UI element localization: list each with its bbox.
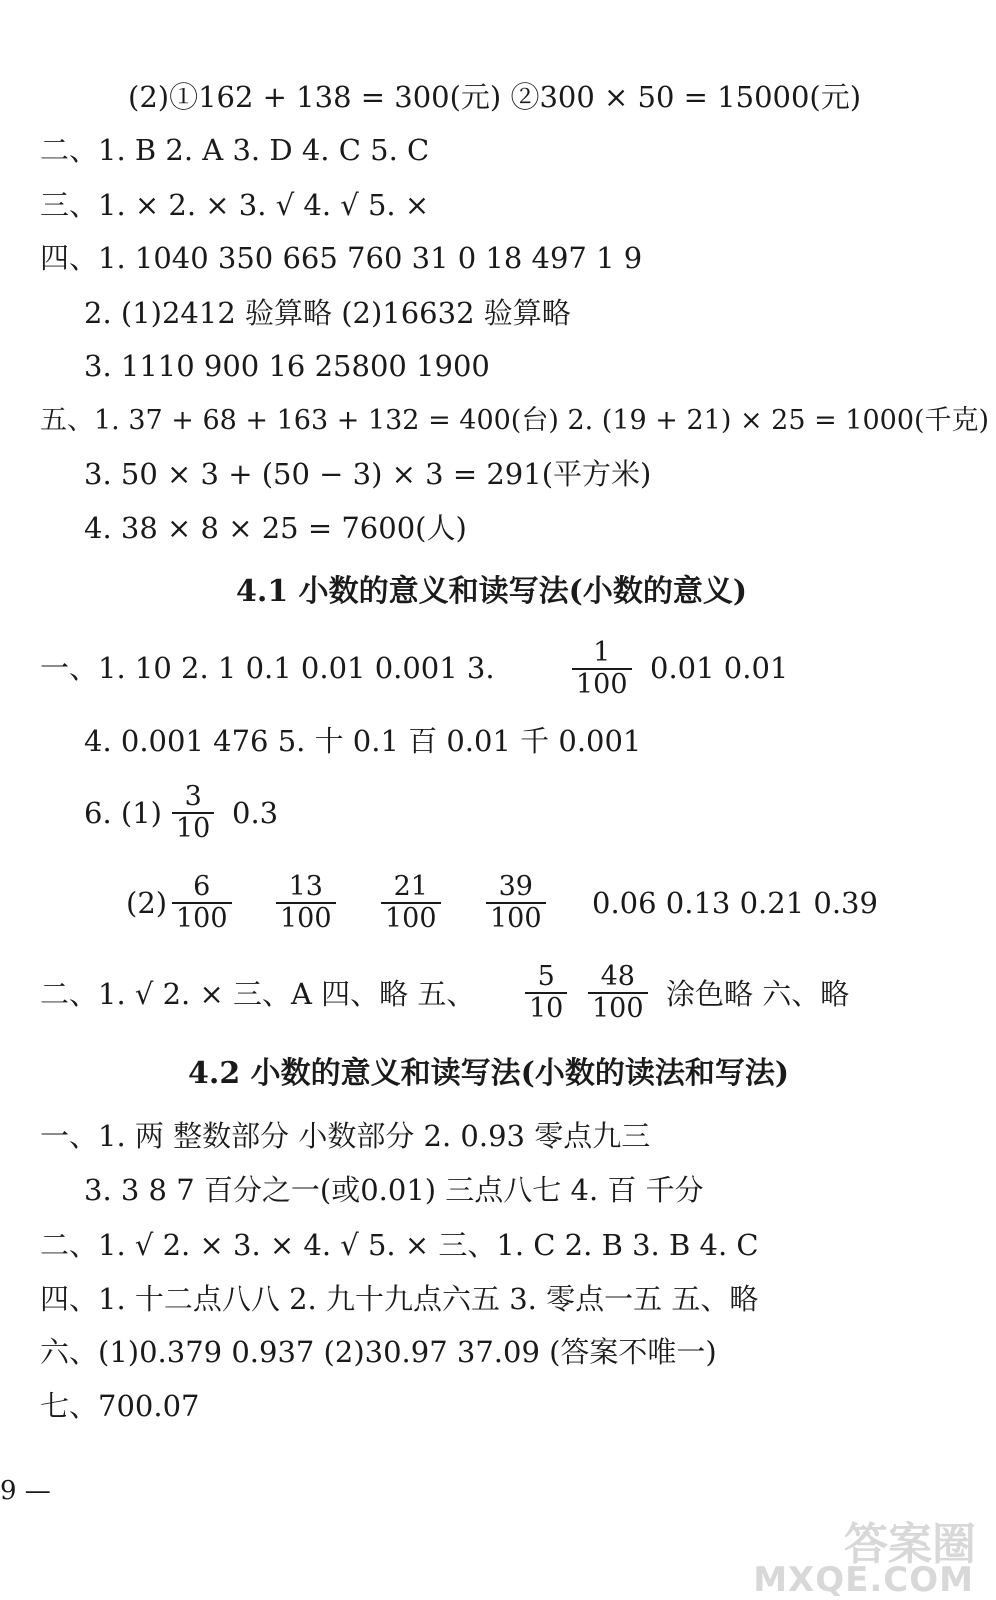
fraction-denominator: 100: [385, 903, 437, 934]
fraction-numerator: 3: [172, 782, 214, 814]
fraction-numerator: 1: [572, 638, 632, 670]
answer-line: (2)①162 + 138 = 300(元) ②300 × 50 = 15000(元): [128, 80, 862, 114]
fraction: [172, 782, 214, 844]
answer-line: 3. 1110 900 16 25800 1900: [84, 349, 490, 383]
fraction: [525, 962, 567, 1024]
answer-line: 3. 3 8 7 百分之一(或0.01) 三点八七 4. 百 千分: [84, 1173, 704, 1207]
answer-line: 0.01 0.01: [650, 651, 789, 685]
fraction: [572, 638, 632, 700]
answer-line: 4. 38 × 8 × 25 = 7600(人): [84, 511, 467, 545]
section-heading: 4.2 小数的意义和读写法(小数的读法和写法): [188, 1056, 790, 1091]
fraction-denominator: 100: [576, 669, 628, 700]
watermark-url: MXQE.COM: [753, 1560, 974, 1600]
answer-line: 二、1. √ 2. × 三、A 四、略 五、: [40, 977, 476, 1011]
fraction-numerator: 5: [525, 962, 567, 994]
answer-line: 0.06 0.13 0.21 0.39: [592, 886, 878, 920]
answer-line: 3. 50 × 3 + (50 − 3) × 3 = 291(平方米): [84, 457, 652, 491]
fraction-numerator: 21: [381, 872, 441, 904]
fraction-denominator: 10: [176, 813, 211, 844]
fraction: [172, 872, 232, 934]
answer-line: 二、1. B 2. A 3. D 4. C 5. C: [40, 133, 430, 167]
fraction-denominator: 100: [592, 993, 644, 1024]
answer-line: 三、1. × 2. × 3. √ 4. √ 5. ×: [40, 188, 430, 222]
answer-line: 0.3: [232, 796, 279, 830]
watermark-logo: 答案圈: [844, 1519, 976, 1570]
answer-line: 涂色略 六、略: [666, 977, 850, 1011]
answer-line: 五、1. 37 + 68 + 163 + 132 = 400(台) 2. (19 + 21) × 25 = 1000(千克): [40, 405, 990, 436]
answer-line: 二、1. √ 2. × 3. × 4. √ 5. × 三、1. C 2. B 3. B 4. C: [40, 1228, 759, 1262]
fraction-numerator: 13: [276, 872, 336, 904]
fraction-denominator: 10: [529, 993, 564, 1024]
fraction-numerator: 39: [486, 872, 546, 904]
fraction-numerator: 48: [588, 962, 648, 994]
fraction: [486, 872, 546, 934]
fraction-denominator: 100: [280, 903, 332, 934]
section-heading: 4.1 小数的意义和读写法(小数的意义): [236, 574, 748, 609]
answer-line: 一、1. 两 整数部分 小数部分 2. 0.93 零点九三: [40, 1119, 651, 1153]
fraction-denominator: 100: [490, 903, 542, 934]
answer-line: 6. (1): [84, 796, 162, 830]
answer-line: 4. 0.001 476 5. 十 0.1 百 0.01 千 0.001: [84, 724, 642, 758]
answer-line: 四、1. 十二点八八 2. 九十九点六五 3. 零点一五 五、略: [40, 1282, 759, 1316]
fraction: [381, 872, 441, 934]
answer-line: 四、1. 1040 350 665 760 31 0 18 497 1 9: [40, 241, 643, 275]
answer-line: 2. (1)2412 验算略 (2)16632 验算略: [84, 296, 571, 330]
fraction: [276, 872, 336, 934]
answer-line: 六、(1)0.379 0.937 (2)30.97 37.09 (答案不唯一): [40, 1335, 717, 1369]
answer-line: 七、700.07: [40, 1389, 200, 1423]
page-number: 9 —: [0, 1476, 51, 1506]
answer-line: (2): [126, 886, 168, 920]
answer-line: 一、1. 10 2. 1 0.1 0.01 0.001 3.: [40, 651, 495, 685]
fraction-numerator: 6: [172, 872, 232, 904]
fraction: [588, 962, 648, 1024]
fraction-denominator: 100: [176, 903, 228, 934]
